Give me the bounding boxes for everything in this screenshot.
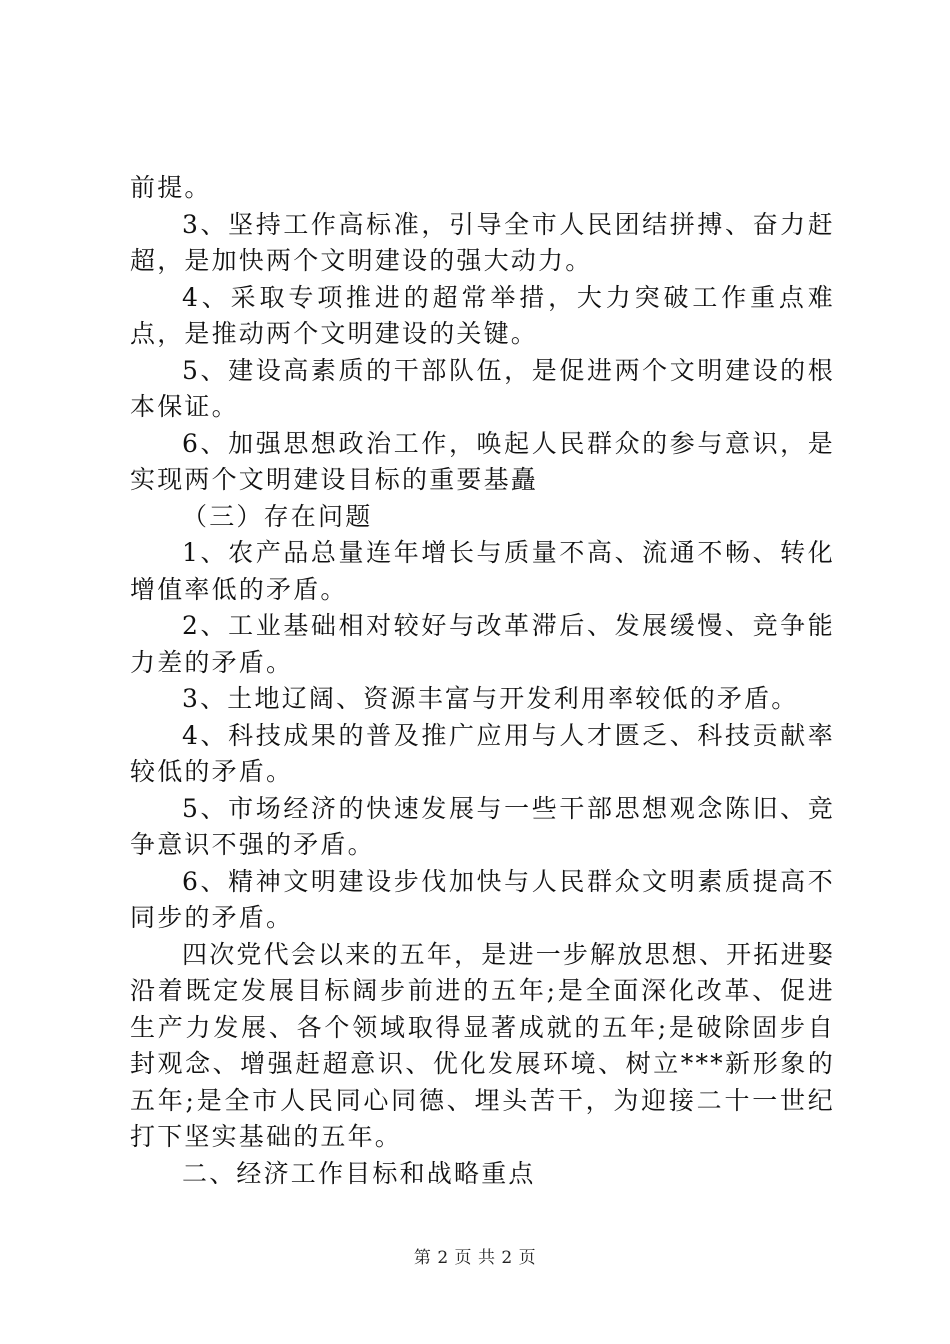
paragraph-continuation: 前提。 bbox=[130, 173, 212, 202]
problem-item-2: 2、工业基础相对较好与改革滞后、发展缓慢、竞争能力差的矛盾。 bbox=[130, 611, 835, 677]
document-body bbox=[130, 170, 835, 1192]
problem-item-1: 1、农产品总量连年增长与质量不高、流通不畅、转化增值率低的矛盾。 bbox=[130, 538, 835, 604]
section-heading-problems: （三）存在问题 bbox=[182, 501, 373, 531]
summary-paragraph: 四次党代会以来的五年，是进一步解放思想、开拓进娶沿着既定发展目标阔步前进的五年;是全面深化改革、促进生产力发展、各个领域取得显著成就的五年;是破除固步自封观念、增强赶超意识、优化发展环境、树立***新形象的五年;是全市人民同心同德、埋头苦干，为迎接二十一世纪打下坚实基础的五年。 bbox=[130, 939, 835, 1151]
problem-item-5: 5、市场经济的快速发展与一些干部思想观念陈旧、竞争意识不强的矛盾。 bbox=[130, 793, 835, 859]
problem-item-4: 4、科技成果的普及推广应用与人才匮乏、科技贡献率较低的矛盾。 bbox=[130, 720, 835, 786]
problem-item-6: 6、精神文明建设步伐加快与人民群众文明素质提高不同步的矛盾。 bbox=[130, 866, 835, 932]
paragraph-item-5: 5、建设高素质的干部队伍，是促进两个文明建设的根本保证。 bbox=[130, 355, 835, 421]
page-footer: 第 2 页 共 2 页 bbox=[413, 1248, 537, 1268]
section-heading-economic-goals: 二、经济工作目标和战略重点 bbox=[182, 1158, 536, 1188]
paragraph-item-6: 6、加强思想政治工作，唤起人民群众的参与意识，是实现两个文明建设目标的重要基矗 bbox=[130, 428, 835, 494]
problem-item-3: 3、土地辽阔、资源丰富与开发利用率较低的矛盾。 bbox=[182, 684, 799, 713]
paragraph-item-4: 4、采取专项推进的超常举措，大力突破工作重点难点，是推动两个文明建设的关键。 bbox=[130, 282, 835, 348]
paragraph-item-3: 3、坚持工作高标准，引导全市人民团结拼搏、奋力赶超，是加快两个文明建设的强大动力。 bbox=[130, 209, 835, 275]
